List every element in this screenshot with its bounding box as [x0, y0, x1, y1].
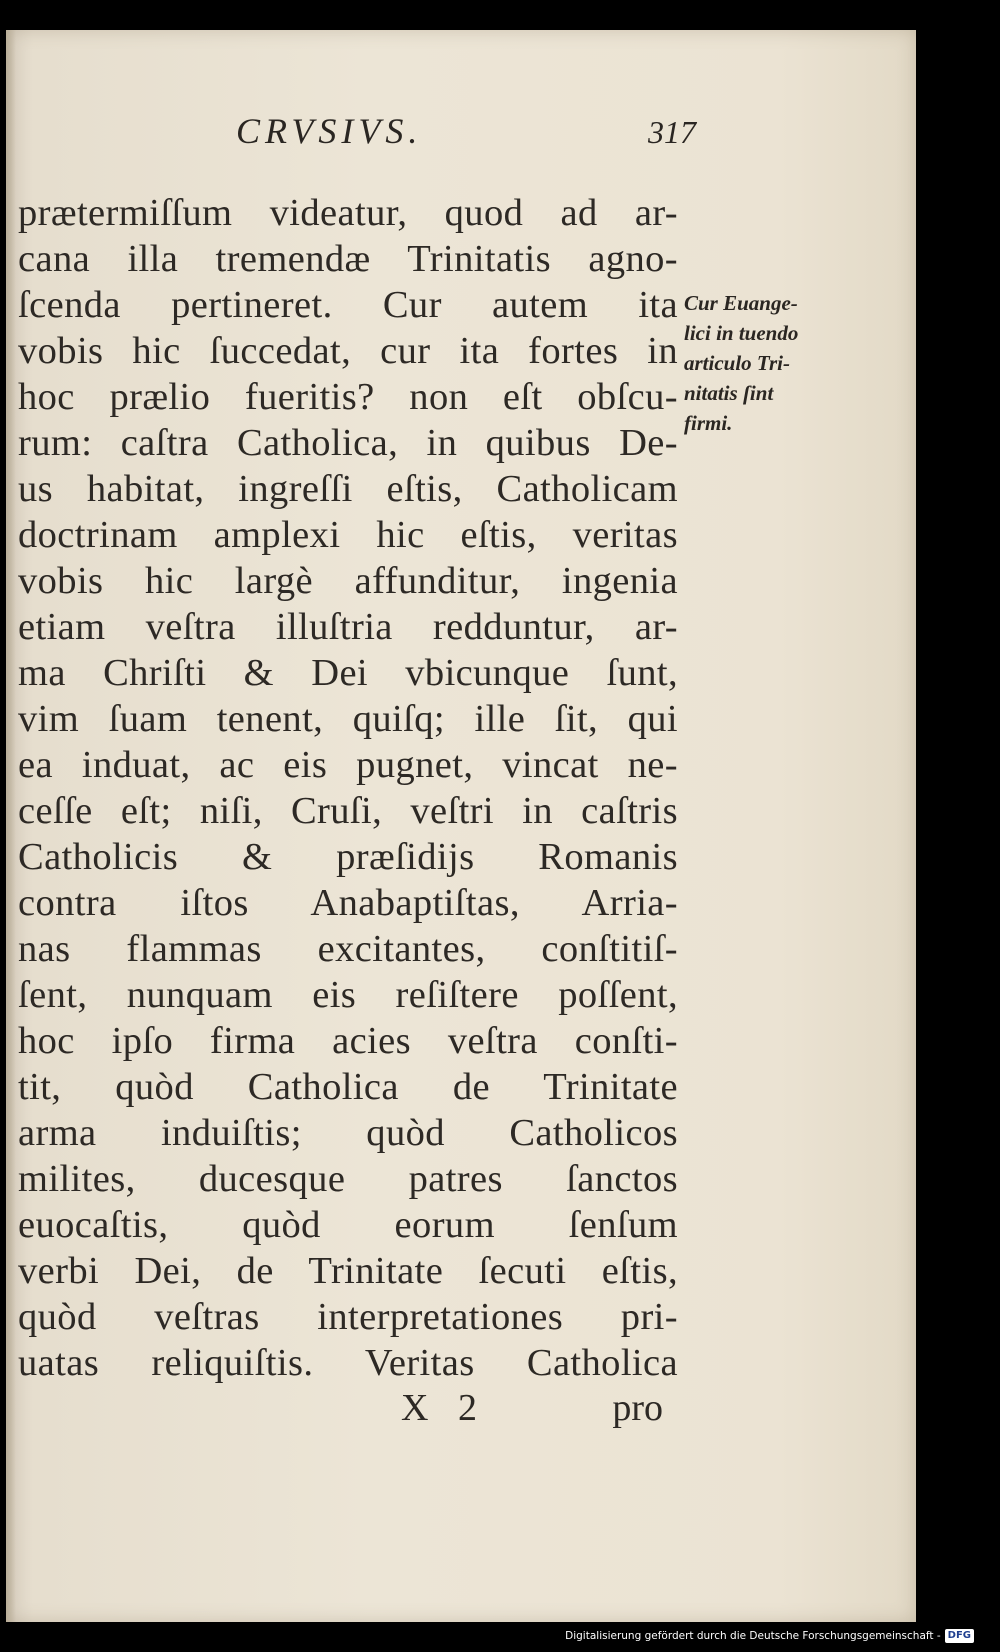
text-line: vobis hic largè affunditur, ingenia: [18, 560, 678, 602]
text-line: tit, quòd Catholica de Trinitate: [18, 1066, 678, 1108]
text-line: ceſſe eſt; niſi, Cruſi, veſtri in caſtris: [18, 790, 678, 832]
text-line: ea induat, ac eis pugnet, vincat ne-: [18, 744, 678, 786]
text-line: hoc ipſo firma acies veſtra conſti-: [18, 1020, 678, 1062]
marginal-note-line: firmi.: [684, 411, 733, 435]
text-line: milites, ducesque patres ſanctos: [18, 1158, 678, 1200]
text-line: arma induiſtis; quòd Catholicos: [18, 1112, 678, 1154]
text-line: ma Chriſti & Dei vbicunque ſunt,: [18, 652, 678, 694]
signature-mark: X 2: [401, 1387, 487, 1429]
text-line: quòd veſtras interpretationes pri-: [18, 1296, 678, 1338]
text-line: cana illa tremendæ Trinitatis agno-: [18, 238, 678, 280]
text-line: verbi Dei, de Trinitate ſecuti eſtis,: [18, 1250, 678, 1292]
catchword: pro: [612, 1387, 663, 1429]
text-line: Catholicis & præſidijs Romanis: [18, 836, 678, 878]
text-line: doctrinam amplexi hic eſtis, veritas: [18, 514, 678, 556]
text-line: hoc prælio fueritis? non eſt obſcu-: [18, 376, 678, 418]
page-number: 317: [648, 114, 696, 150]
text-line: euocaſtis, quòd eorum ſenſum: [18, 1204, 678, 1246]
page-header: [6, 110, 916, 160]
text-line: nas flammas excitantes, conſtitiſ-: [18, 928, 678, 970]
text-line: ſent, nunquam eis reſiſtere poſſent,: [18, 974, 678, 1016]
credit-text: Digitalisierung gefördert durch die Deutsche Forschungsgemeinschaft -: [565, 1630, 941, 1642]
marginal-note-line: lici in tuendo: [684, 321, 799, 345]
text-line: uatas reliquiſtis. Veritas Catholica: [18, 1342, 678, 1384]
marginal-note-line: nitatis ſint: [684, 381, 774, 405]
text-line: rum: caſtra Catholica, in quibus De-: [18, 422, 678, 464]
catchline: [401, 1386, 671, 1432]
text-line: prætermiſſum videatur, quod ad ar-: [18, 192, 678, 234]
text-line: vim ſuam tenent, quiſq; ille ſit, qui: [18, 698, 678, 740]
main-text-block: [18, 190, 678, 1386]
text-line: vobis hic ſuccedat, cur ita fortes in: [18, 330, 678, 372]
text-line: contra iſtos Anabaptiſtas, Arria-: [18, 882, 678, 924]
text-line: etiam veſtra illuſtria redduntur, ar-: [18, 606, 678, 648]
marginal-note-line: Cur Euange-: [684, 291, 798, 315]
text-line: us habitat, ingreſſi eſtis, Catholicam: [18, 468, 678, 510]
marginal-note: [684, 288, 834, 438]
book-page: [6, 30, 916, 1622]
text-line: ſcenda pertineret. Cur autem ita: [18, 284, 678, 326]
digitization-credit: [565, 1626, 974, 1646]
dfg-logo: DFG: [945, 1629, 974, 1643]
running-head: CRVSIVS.: [236, 111, 423, 151]
marginal-note-line: articulo Tri-: [684, 351, 790, 375]
